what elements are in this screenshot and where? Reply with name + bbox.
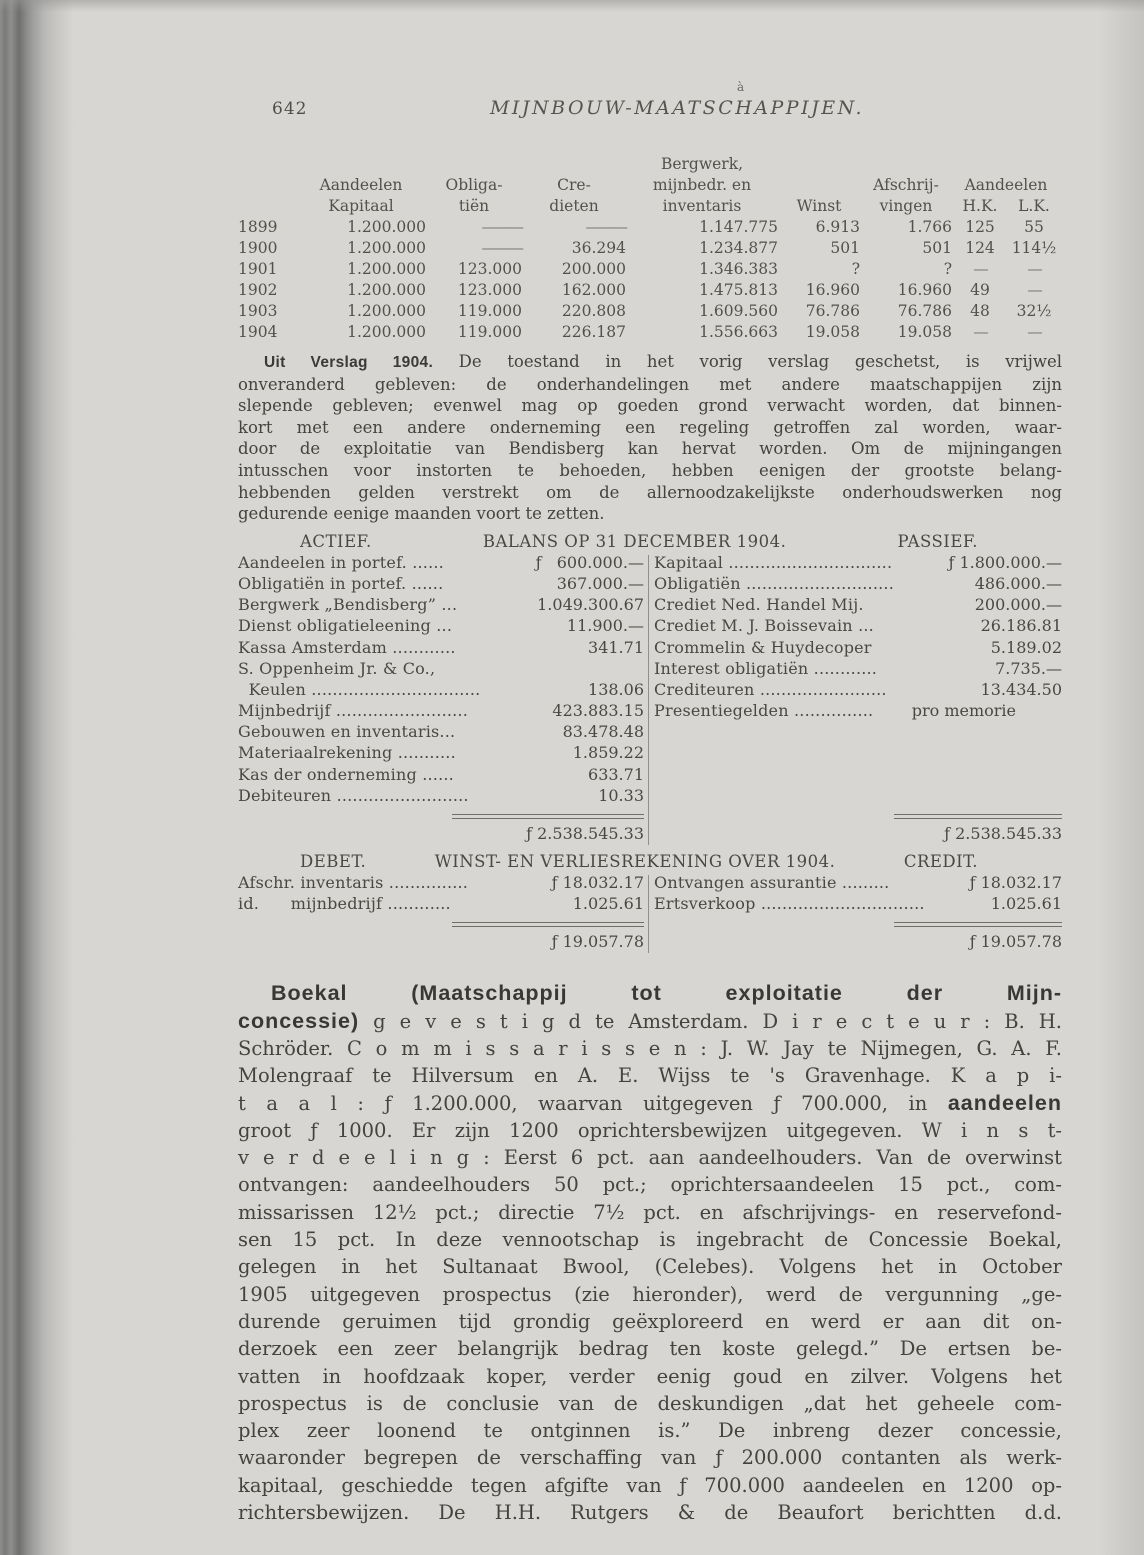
row-amount: 367.000.— (556, 573, 644, 593)
cell: 19.058 (805, 322, 860, 341)
row-label: id. mijnbedrijf ............ (238, 894, 451, 914)
header-cell (238, 153, 296, 174)
cell: 76.786 (897, 301, 952, 320)
row-label: Kapitaal ............................... (654, 552, 893, 572)
header-cell: Obliga- (445, 175, 503, 194)
total-amount: ƒ 2.538.545.33 (944, 824, 1062, 843)
row-amount: ƒ 1.800.000.— (948, 552, 1062, 572)
cell: 32½ (1016, 301, 1052, 320)
cell: 1.147.775 (699, 217, 778, 236)
header-cell: dieten (549, 196, 599, 215)
credit-total (654, 927, 1062, 953)
winst-columns (238, 873, 1062, 953)
balans-row (238, 616, 644, 637)
cell: 124 (965, 238, 995, 257)
text-line (238, 1090, 1062, 1117)
row-amount: 200.000.— (974, 595, 1062, 615)
table-row (238, 279, 1060, 300)
text-line (238, 1253, 1062, 1280)
balans-row (654, 595, 1062, 616)
header-cell (426, 153, 522, 174)
balans-row (654, 553, 1062, 574)
text-line (238, 374, 1062, 396)
line-text: ontvangen: aandeelhouders 50 pct.; oprichtersaandeelen 15 pct., com- (238, 1173, 1062, 1197)
column-divider (648, 555, 649, 845)
actief-column (238, 553, 644, 845)
row-amount: 486.000.— (974, 573, 1062, 593)
row-amount: pro memorie (911, 701, 1016, 721)
text-line (238, 482, 1062, 504)
verslag-paragraph (238, 351, 1062, 525)
row-label: Ontvangen assurantie ......... (654, 873, 890, 892)
winst-row (238, 894, 644, 915)
header-cell (1008, 153, 1060, 174)
running-title: MIJNBOUW-MAATSCHAPPIJEN. (489, 97, 865, 119)
header-cell (238, 174, 296, 195)
boekal-heading: Boekal (Maatschappij tot exploitatie der Mijn- (271, 981, 1062, 1006)
cell: ——— (481, 238, 522, 257)
cell: — (973, 259, 987, 278)
winst-row (654, 894, 1062, 915)
row-label: Obligatiën in portef. ...... (238, 573, 444, 593)
balans-row (238, 722, 644, 743)
cell: ? (851, 259, 860, 278)
balans-row (654, 701, 1062, 722)
line-text: plex zeer loonend te ontginnen is.” De inbreng dezer concessie, (238, 1419, 1062, 1443)
cell: 19.058 (897, 322, 952, 341)
row-label: Bergwerk „Bendisberg” ... (238, 595, 458, 615)
cell: 1.346.383 (699, 259, 778, 278)
header-cell (296, 153, 426, 174)
row-label: Materiaalrekening ........... (238, 743, 456, 763)
text-line (238, 1062, 1062, 1089)
line-text: kapitaal, geschiedde tegen afgifte van ƒ 700.000 aandeelen en 1200 op- (238, 1473, 1062, 1497)
header-cell-bergwerk: Bergwerk, (660, 154, 744, 173)
cell-year: 1899 (238, 217, 278, 236)
winst-row (238, 873, 644, 894)
page-number: 642 (272, 99, 308, 119)
passief-column (654, 553, 1062, 845)
text-line (238, 1171, 1062, 1198)
row-amount: 7.735.— (995, 658, 1062, 678)
text-line (238, 438, 1062, 460)
line-text: derzoek een zeer belangrijk bedrag ten koste gelegd.” De ertsen be- (238, 1337, 1062, 1361)
cell: 200.000 (561, 259, 626, 278)
line-text: sen 15 pct. In deze vennootschap is ingebracht de Concessie Boekal, (238, 1228, 1062, 1252)
cell: — (973, 322, 987, 341)
table-row (238, 321, 1060, 342)
line-text: waaronder begrepen de verschaffing van ƒ 200.000 contanten als werk- (238, 1446, 1062, 1470)
text-line (238, 460, 1062, 482)
text-line (238, 1226, 1062, 1253)
cell: 162.000 (561, 280, 626, 299)
binding-shadow (0, 0, 74, 1555)
cell: 125 (965, 217, 995, 236)
row-amount: 13.434.50 (980, 679, 1062, 699)
line-text: prospectus is de conclusie van de deskundigen „dat het geheele com- (238, 1391, 1062, 1415)
row-label: Kassa Amsterdam ............ (238, 637, 456, 657)
header-cell (238, 195, 296, 216)
header-cell: L.K. (1018, 196, 1050, 215)
cell: 16.960 (805, 280, 860, 299)
passief-total (654, 819, 1062, 845)
row-amount: 83.478.48 (562, 722, 644, 742)
boekal-paragraph (238, 980, 1062, 1526)
cell: 1.475.813 (699, 280, 778, 299)
row-label: Debiteuren ......................... (238, 785, 469, 805)
line-text: Schröder. C o m m i s s a r i s s e n : J. W. Jay te Nijmegen, G. A. F. (238, 1036, 1062, 1060)
header-cell: tiën (458, 196, 490, 215)
actief-title: ACTIEF. (300, 531, 372, 551)
cell: 16.960 (897, 280, 952, 299)
header-cell: inventaris (662, 196, 742, 215)
balans-row (238, 680, 644, 701)
credit-column (654, 873, 1062, 953)
text-line (238, 351, 1062, 374)
row-label: Ertsverkoop ............................... (654, 894, 925, 914)
balans-row (654, 574, 1062, 595)
cell: 119.000 (457, 301, 522, 320)
balans-row (238, 638, 644, 659)
header-cell: Cre- (557, 175, 591, 194)
line-text: richtersbewijzen. De H.H. Rutgers & de Beaufort berichtten d.d. (238, 1501, 1062, 1525)
line-text: De toestand in het vorig verslag geschetst, is vrijwel (433, 352, 1062, 371)
cell-year: 1900 (238, 238, 278, 257)
line-text: gedurende eenige maanden voort te zetten. (238, 504, 605, 524)
line-text: hebbenden gelden verstrekt om de allernoodzakelijkste onderhoudswerken nog (238, 482, 1062, 502)
winst-title: WINST- EN VERLIESREKENING OVER 1904. (434, 852, 836, 871)
table-header-row (238, 195, 1060, 216)
balans-header (238, 532, 1062, 551)
text-line (238, 395, 1062, 417)
cell: 55 (1024, 217, 1044, 236)
cell: 1.200.000 (347, 217, 426, 236)
print-artifact: à (737, 80, 745, 94)
text-line (238, 1472, 1062, 1499)
cell: 6.913 (815, 217, 860, 236)
cell: 1.234.877 (699, 238, 778, 257)
total-amount: ƒ 19.057.78 (551, 932, 644, 952)
cell: — (1027, 259, 1041, 278)
line-text: missarissen 12½ pct.; directie 7½ pct. en afschrijvings- en reservefond- (238, 1200, 1062, 1224)
row-label: Crediteuren ........................ (654, 679, 887, 699)
cell: 220.808 (561, 301, 626, 320)
cell: 1.200.000 (347, 259, 426, 278)
line-text: g e v e s t i g d te Amsterdam. D i r e c t e u r : B. H. (359, 1009, 1062, 1033)
line-text: kort met een andere onderneming een regeling getroffen zal worden, waar- (238, 417, 1062, 437)
total-amount: ƒ 19.057.78 (969, 932, 1062, 952)
row-amount: 423.883.15 (552, 701, 644, 721)
balans-row-spacer (654, 765, 1062, 786)
balans-row (654, 659, 1062, 680)
row-amount: 26.186.81 (980, 616, 1062, 636)
row-amount: 138.06 (588, 679, 644, 699)
cell: — (1027, 322, 1041, 341)
balans-row (654, 638, 1062, 659)
line-text: 1905 uitgegeven prospectus (zie hieronder), werd de vergunning „ge- (238, 1282, 1062, 1306)
balans-row (654, 680, 1062, 701)
table-row (238, 258, 1060, 279)
line-text: vatten in hoofdzaak koper, verder eenig goud en zilver. Volgens het (238, 1364, 1062, 1388)
text-line (238, 1144, 1062, 1171)
line-text: intusschen voor instorten te behoeden, hebben eenigen der grootste belang- (238, 460, 1062, 480)
debet-title: DEBET. (300, 852, 367, 871)
header-cell: Winst (796, 196, 842, 215)
row-label: Obligatiën ............................ (654, 573, 894, 593)
balans-row (654, 616, 1062, 637)
row-amount: ƒ 18.032.17 (551, 873, 644, 892)
row-label: Dienst obligatieleening ... (238, 616, 453, 636)
header-cell: vingen (879, 196, 933, 215)
page-header (238, 97, 1062, 119)
row-label: Crediet M. J. Boissevain ... (654, 616, 874, 636)
row-amount: 11.900.— (566, 616, 644, 636)
cell-year: 1901 (238, 259, 278, 278)
balans-row (238, 743, 644, 764)
row-amount: 1.025.61 (572, 894, 644, 914)
row-label: Presentiegelden ............... (654, 701, 874, 721)
row-label: Keulen ................................ (238, 679, 481, 699)
cell: 1.200.000 (347, 238, 426, 257)
cell: 1.200.000 (347, 280, 426, 299)
cell: ——— (585, 217, 626, 236)
row-amount: 341.71 (588, 637, 644, 657)
aandeelen-bold: aandeelen (947, 1090, 1062, 1115)
actief-total (238, 819, 644, 845)
balans-row-spacer (654, 743, 1062, 764)
text-line (238, 1281, 1062, 1308)
line-text: durende geruimen tijd grondig geëxploreerd en werd er aan dit on- (238, 1309, 1062, 1333)
text-line (238, 980, 1062, 1007)
cell: ——— (481, 217, 522, 236)
row-amount: ƒ 18.032.17 (969, 873, 1062, 892)
header-cell: mijnbedr. en (652, 175, 752, 194)
text-line (238, 1117, 1062, 1144)
header-cell-aandeelen: Aandeelen (964, 175, 1048, 194)
line-text: slepende gebleven; evenwel mag op goeden grond verwacht worden, dat binnen- (238, 396, 1062, 416)
verslag-heading: Uit Verslag 1904. (264, 354, 434, 371)
row-label: Gebouwen en inventaris... (238, 722, 456, 742)
header-cell: H.K. (962, 196, 998, 215)
row-label: Mijnbedrijf ......................... (238, 701, 469, 721)
line-text: onveranderd gebleven: de onderhandelingen met andere maatschappijen zijn (238, 374, 1062, 394)
balans-columns (238, 553, 1062, 845)
balans-row (238, 701, 644, 722)
balans-row (238, 659, 644, 680)
header-cell (778, 153, 860, 174)
total-amount: ƒ 2.538.545.33 (526, 824, 644, 843)
winst-header (238, 852, 1062, 871)
cell: 123.000 (457, 259, 522, 278)
header-cell (860, 153, 952, 174)
row-label: Kas der onderneming ...... (238, 764, 454, 784)
table-row (238, 300, 1060, 321)
row-label: S. Oppenheim Jr. & Co., (238, 658, 436, 678)
text-line (238, 1035, 1062, 1062)
row-label: Aandeelen in portef. ...... (238, 552, 444, 572)
cell: 36.294 (571, 238, 626, 257)
text-line (238, 1008, 1062, 1035)
row-amount: 5.189.02 (990, 637, 1062, 657)
row-label: Afschr. inventaris ............... (238, 873, 469, 892)
table-row (238, 216, 1060, 237)
credit-title: CREDIT. (903, 852, 978, 871)
cell: 1.200.000 (347, 322, 426, 341)
header-cell: Aandeelen (319, 175, 403, 194)
financial-year-table (238, 153, 1060, 342)
line-text: t a a l : ƒ 1.200.000, waarvan uitgegeven ƒ 700.000, in (238, 1091, 948, 1115)
text-line (238, 1199, 1062, 1226)
text-line (238, 1390, 1062, 1417)
passief-title: PASSIEF. (897, 531, 978, 551)
line-text: Molengraaf te Hilversum en A. E. Wijss te 's Gravenhage. K a p i- (238, 1064, 1062, 1088)
text-line (238, 1444, 1062, 1471)
row-amount: 1.859.22 (572, 743, 644, 763)
cell: 1.766 (907, 217, 952, 236)
line-text: v e r d e e l i n g : Eerst 6 pct. aan aandeelhouders. Van de overwinst (238, 1146, 1062, 1170)
cell: 114½ (1011, 238, 1057, 257)
text-line (238, 503, 1062, 525)
header-cell (522, 153, 626, 174)
cell: ? (943, 259, 952, 278)
cell: 119.000 (457, 322, 522, 341)
cell: 1.609.560 (699, 301, 778, 320)
cell: 226.187 (561, 322, 626, 341)
cell: 49 (970, 280, 990, 299)
line-text: door de exploitatie van Bendisberg kan hervat worden. Om de mijningangen (238, 439, 1062, 459)
text-line (238, 1363, 1062, 1390)
text-line (238, 1417, 1062, 1444)
table-header-row (238, 153, 1060, 174)
table-row (238, 237, 1060, 258)
page-content (238, 0, 1062, 1526)
header-cell (952, 153, 1008, 174)
debet-total (238, 927, 644, 953)
cell: 1.556.663 (699, 322, 778, 341)
text-line (238, 1499, 1062, 1526)
cell: 501 (830, 238, 860, 257)
table-header-row (238, 174, 1060, 195)
row-amount: ƒ 600.000.— (535, 552, 644, 572)
header-cell: Afschrij- (873, 175, 939, 194)
cell: 76.786 (805, 301, 860, 320)
cell: 123.000 (457, 280, 522, 299)
cell-year: 1904 (238, 322, 278, 341)
header-cell: Kapitaal (328, 196, 394, 215)
balans-row-spacer (654, 722, 1062, 743)
row-label: Crediet Ned. Handel Mij. (654, 595, 864, 615)
winst-row (654, 873, 1062, 894)
page-edge-shadow (1098, 0, 1144, 1555)
cell: 48 (970, 301, 990, 320)
balans-row (238, 595, 644, 616)
row-amount: 633.71 (588, 764, 644, 784)
row-label: Crommelin & Huydecoper (654, 637, 872, 657)
balans-row-spacer (654, 786, 1062, 807)
boekal-heading: concessie) (238, 1008, 360, 1033)
cell: — (1027, 280, 1041, 299)
debet-column (238, 873, 644, 953)
balans-row (238, 786, 644, 807)
row-label: Interest obligatiën ............ (654, 658, 878, 678)
balans-title: BALANS OP 31 DECEMBER 1904. (482, 531, 787, 551)
balans-row (238, 553, 644, 574)
text-line (238, 1308, 1062, 1335)
row-amount: 10.33 (598, 785, 644, 805)
line-text: groot ƒ 1000. Er zijn 1200 oprichtersbewijzen uitgegeven. W i n s t- (238, 1118, 1062, 1142)
balans-row (238, 765, 644, 786)
row-amount: 1.049.300.67 (537, 595, 644, 615)
cell: 501 (922, 238, 952, 257)
balans-row (238, 574, 644, 595)
text-line (238, 1335, 1062, 1362)
header-cell (778, 174, 860, 195)
text-line (238, 417, 1062, 439)
cell-year: 1903 (238, 301, 278, 320)
cell: 1.200.000 (347, 301, 426, 320)
row-amount: 1.025.61 (990, 894, 1062, 914)
cell-year: 1902 (238, 280, 278, 299)
column-divider (648, 875, 649, 953)
line-text: gelegen in het Sultanaat Bwool, (Celebes). Volgens het in October (238, 1255, 1062, 1279)
